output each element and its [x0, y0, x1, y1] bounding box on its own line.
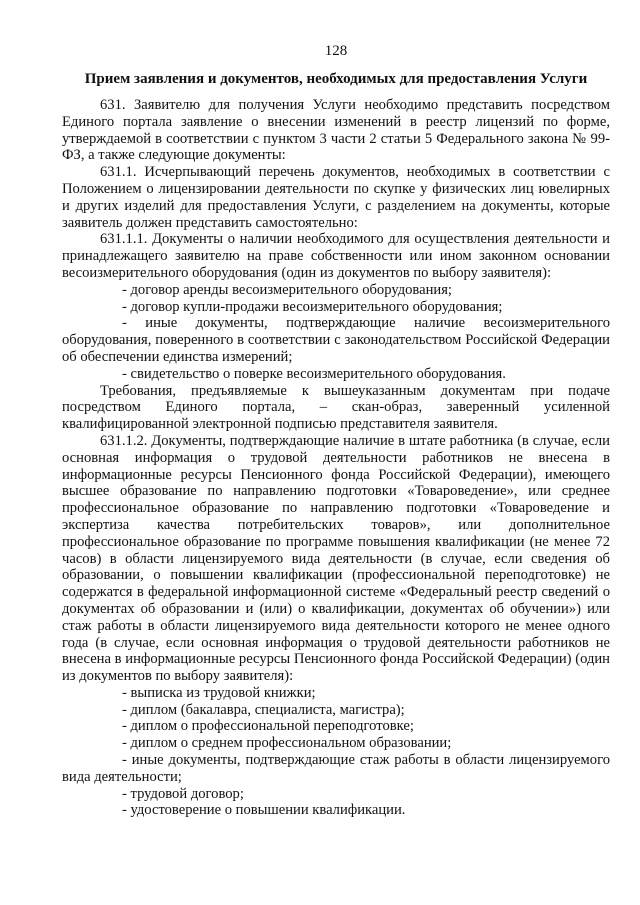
list-item: - диплом о среднем профессиональном образовании; — [122, 735, 452, 752]
list-item: - выписка из трудовой книжки; — [122, 684, 316, 701]
list-item: - удостоверение о повышении квалификации. — [122, 802, 406, 819]
list-item: - договор купли-продажи весоизмерительного оборудования; — [122, 298, 503, 315]
paragraph-631-1-1: 631.1.1. Документы о наличии необходимого для осуществления деятельности и принадлежащего заявителю на праве собственности или ином законном основании весоизмерительного оборудования (один из документов по выбору заявителя): — [62, 231, 610, 281]
list-item: - диплом о профессиональной переподготовке; — [122, 718, 414, 735]
paragraph-631: 631. Заявителю для получения Услуги необходимо представить посредством Единого портала заявление о внесении изменений в реестр лицензий по форме, утверждаемой в соответствии с пунктом 3 части 2 статьи 5 Федерального закона № 99-ФЗ, а также следующие документы: — [62, 97, 610, 164]
list-item: - иные документы, подтверждающие стаж работы в области лицензируемого вида деятельности; — [62, 752, 610, 785]
page-number: 128 — [324, 43, 348, 59]
paragraph-631-1: 631.1. Исчерпывающий перечень документов, необходимых в соответствии с Положением о лицензировании деятельности по скупке у физических лиц ювелирных и других изделий для предоставления Услуги, с разделением на документы, которые заявитель должен представить самостоятельно: — [62, 164, 610, 231]
paragraph-requirements: Требования, предъявляемые к вышеуказанным документам при подаче посредством Единого портала, – скан-образ, заверенный усиленной квалифицированной электронной подписью представителя заявителя. — [62, 382, 610, 433]
paragraph-631-1-2: 631.1.2. Документы, подтверждающие наличие в штате работника (в случае, если основная информация о трудовой деятельности работников не внесена в информационные ресурсы Пенсионного фонда Российской Федерации), имеющего высшее образование по направлению подготовки «Товароведение», или среднее профессиональное образование по направлению подготовки «Товароведение и экспертиза качества потребительских товаров», или дополнительное профессиональное образование по программе повышения квалификации (не менее 72 часов) в области лицензируемого вида деятельности (в случае, если сведения об образовании, о повышении квалификации (профессиональной переподготовке) не содержатся в федеральной информационной системе «Федеральный реестр сведений о документах об образовании и (или) о квалификации, документах об обучении») или стаж работы в области лицензируемого вида деятельности которого не менее одного года (в случае, если основная информация о трудовой деятельности работников не внесена в информационные ресурсы Пенсионного фонда Российской Федерации) (один из документов по выбору заявителя): — [62, 432, 610, 685]
list-item: - свидетельство о поверке весоизмерительного оборудования. — [122, 365, 506, 382]
list-item: - договор аренды весоизмерительного оборудования; — [122, 281, 452, 298]
list-item: - трудовой договор; — [122, 785, 244, 802]
section-heading: Прием заявления и документов, необходимых для предоставления Услуги — [84, 71, 588, 87]
list-item: - иные документы, подтверждающие наличие весоизмерительного оборудования, поверенного в соответствии с законодательством Российской Федерации об обеспечении единства измерений; — [62, 315, 610, 365]
list-item: - диплом (бакалавра, специалиста, магистра); — [122, 701, 405, 718]
